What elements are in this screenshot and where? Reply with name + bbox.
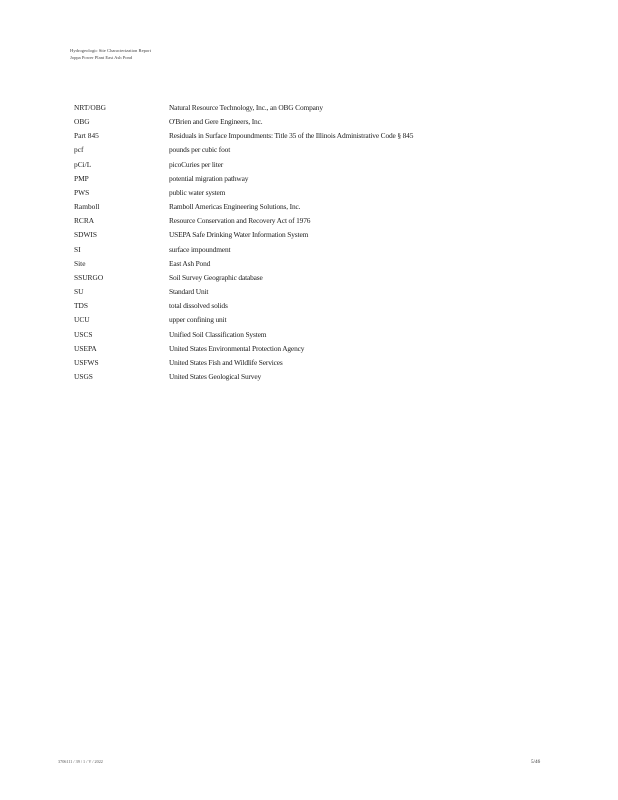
abbreviation-definition: Residuals in Surface Impoundments: Title 35 of the Illinois Administrative Code § 845 [169, 131, 414, 141]
abbreviation-definition: total dissolved solids [169, 301, 228, 311]
abbreviation-row [74, 214, 474, 228]
abbreviation-definition: USEPA Safe Drinking Water Information System [169, 230, 309, 240]
header-site-name: Joppa Power Plant East Ash Pond [70, 54, 133, 60]
abbreviation-definition: United States Fish and Wildlife Services [169, 357, 283, 367]
abbreviation-term: TDS [74, 301, 88, 311]
abbreviation-row [74, 115, 474, 129]
abbreviation-term: PMP [74, 173, 89, 183]
abbreviation-row [74, 200, 474, 214]
abbreviation-row [74, 328, 474, 342]
abbreviation-row [74, 370, 474, 384]
abbreviation-row [74, 228, 474, 242]
abbreviation-row [74, 158, 474, 172]
abbreviation-term: SSURGO [74, 272, 104, 282]
footer-document-id: 3706111 / 39 / 1 / V / 2022 [58, 759, 103, 764]
abbreviation-row [74, 356, 474, 370]
abbreviation-definition: East Ash Pond [169, 258, 211, 268]
abbreviation-definition: pounds per cubic foot [169, 145, 231, 155]
abbreviation-definition: surface impoundment [169, 244, 231, 254]
abbreviation-definition: picoCuries per liter [169, 159, 224, 169]
abbreviation-row [74, 313, 474, 327]
abbreviation-row [74, 285, 474, 299]
abbreviation-term: PWS [74, 187, 90, 197]
abbreviation-row [74, 186, 474, 200]
abbreviation-row [74, 299, 474, 313]
abbreviation-term: UCU [74, 315, 90, 325]
abbreviation-definition: Natural Resource Technology, Inc., an OBG Company [169, 103, 323, 112]
abbreviation-term: OBG [74, 117, 90, 127]
abbreviation-definition: potential migration pathway [169, 173, 249, 183]
header-report-title: Hydrogeologic Site Characterization Report [70, 48, 152, 53]
abbreviation-term: USCS [74, 329, 93, 339]
abbreviation-term: NRT/OBG [74, 103, 106, 112]
abbreviation-term: USFWS [74, 357, 99, 367]
abbreviation-term: USGS [74, 371, 93, 381]
abbreviation-definition: Resource Conservation and Recovery Act of 1976 [169, 216, 311, 226]
abbreviation-term: RCRA [74, 216, 95, 226]
abbreviation-term: Part 845 [74, 131, 99, 141]
running-header [70, 48, 151, 61]
abbreviation-row [74, 101, 474, 115]
abbreviation-row [74, 172, 474, 186]
abbreviation-definition: public water system [169, 187, 226, 197]
abbreviation-row [74, 257, 474, 271]
abbreviation-definition: United States Environmental Protection Agency [169, 343, 305, 353]
abbreviation-definition: O'Brien and Gere Engineers, Inc. [169, 117, 263, 127]
abbreviation-term: pCi/L [74, 159, 92, 169]
abbreviation-term: pcf [74, 145, 84, 155]
abbreviation-definition: United States Geological Survey [169, 371, 262, 381]
abbreviation-definition: Unified Soil Classification System [169, 329, 267, 339]
abbreviation-row [74, 243, 474, 257]
abbreviation-definition: Standard Unit [169, 287, 209, 297]
abbreviation-definition: Ramboll Americas Engineering Solutions, Inc. [169, 202, 301, 212]
abbreviation-row [74, 143, 474, 157]
abbreviation-term: Site [74, 258, 86, 268]
abbreviation-row [74, 342, 474, 356]
abbreviation-term: SDWIS [74, 230, 97, 240]
abbreviation-row [74, 129, 474, 143]
abbreviations-table [74, 101, 474, 384]
abbreviation-term: Ramboll [74, 202, 100, 212]
abbreviations-table-body [74, 101, 474, 384]
abbreviation-term: SI [74, 244, 81, 254]
abbreviation-term: SU [74, 287, 84, 297]
abbreviation-definition: upper confining unit [169, 315, 227, 325]
abbreviation-term: USEPA [74, 343, 97, 353]
page-number: 5/46 [531, 759, 541, 765]
abbreviation-definition: Soil Survey Geographic database [169, 272, 263, 282]
abbreviation-row [74, 271, 474, 285]
